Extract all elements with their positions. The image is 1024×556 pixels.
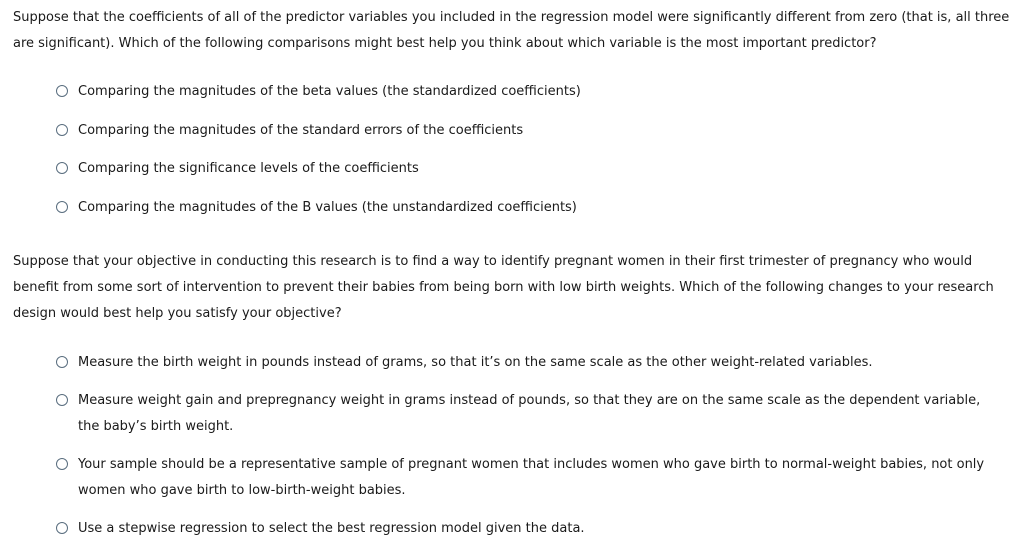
radio-button[interactable] — [56, 201, 68, 213]
option-label: Measure weight gain and prepregnancy weight in grams instead of pounds, so that they are on the same scale as the dependent variable, the baby’s birth weight. — [78, 393, 981, 434]
question-1 — [13, 5, 1013, 233]
question-2-options — [13, 350, 1013, 542]
question-1-option-1[interactable] — [56, 79, 1013, 105]
radio-button[interactable] — [56, 124, 68, 136]
question-1-options — [13, 79, 1013, 221]
option-label: Comparing the magnitudes of the B values (the unstandardized coefficients) — [78, 199, 577, 215]
question-2-prompt: Suppose that your objective in conducting this research is to find a way to identify pregnant women in their first trimester of pregnancy who would benefit from some sort of intervention to prevent their babies from being born with low birth weights. Which of the following changes to your research design would best help you satisfy your objective? — [13, 254, 994, 321]
question-2-option-4[interactable] — [56, 516, 1013, 542]
radio-button[interactable] — [56, 85, 68, 97]
radio-button[interactable] — [56, 356, 68, 368]
question-2 — [13, 249, 1013, 554]
option-label: Your sample should be a representative sample of pregnant women that includes women who gave birth to normal-weight babies, not only women who gave birth to low-birth-weight babies. — [78, 457, 985, 498]
radio-button[interactable] — [56, 458, 68, 470]
question-1-option-2[interactable] — [56, 118, 1013, 144]
option-label: Comparing the significance levels of the coefficients — [78, 161, 419, 176]
radio-button[interactable] — [56, 522, 68, 534]
question-1-option-3[interactable] — [56, 156, 1013, 182]
option-label: Comparing the magnitudes of the beta values (the standardized coefficients) — [78, 84, 581, 99]
question-2-option-2[interactable] — [56, 388, 1013, 440]
question-1-prompt: Suppose that the coefficients of all of the predictor variables you included in the regression model were significantly different from zero (that is, all three are significant). Which of the following comparisons might best help you think about which variable is the most important predictor? — [13, 10, 1010, 51]
option-label: Use a stepwise regression to select the best regression model given the data. — [78, 521, 585, 536]
option-label: Measure the birth weight in pounds instead of grams, so that it’s on the same scale as the other weight-related variables. — [78, 355, 873, 370]
question-2-option-1[interactable] — [56, 350, 1013, 376]
radio-button[interactable] — [56, 394, 68, 406]
question-2-option-3[interactable] — [56, 452, 1013, 504]
option-label: Comparing the magnitudes of the standard errors of the coefficients — [78, 122, 524, 138]
question-1-option-4[interactable] — [56, 195, 1013, 221]
radio-button[interactable] — [56, 162, 68, 174]
